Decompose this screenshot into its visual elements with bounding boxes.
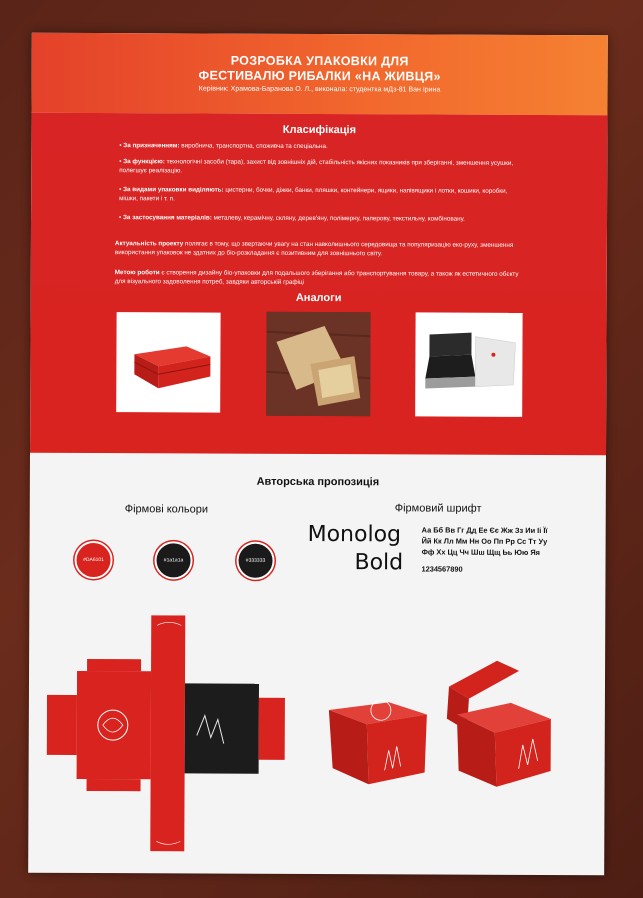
analogs-title: Аналоги	[295, 291, 342, 305]
analog-photo-black-box	[415, 312, 522, 416]
item-text: цистерни, бочки, діжки, банки, пляшки, контейнери, ящики, напівящики і лотки, кошики, коробки, мішки, пакети і т. п.	[119, 186, 508, 203]
classification-item: • За функцією: технологічні засоби (тара), захист від зовнішніх дій, стабільність якісних показників при зберіганні, зменшення усушки, полегшує реалізацію.	[119, 158, 514, 175]
color-swatch: #DA6101	[74, 541, 112, 579]
goal-text: є створення дизайну біо-упаковки для подальшого зберігання або транспортування товару, а також як естетичного обєкту для візуального задоволення потреб, завдяки авторській графіці	[114, 269, 519, 286]
red-box-illustration	[116, 312, 220, 412]
authors-line: Керівник: Храмова-Баранова О. Л., виконала: студентка мДз-81 Ван Ірина	[198, 85, 441, 94]
proposal-title: Авторська пропозиція	[256, 475, 380, 489]
color-swatch: #333333	[236, 542, 274, 580]
relevance-paragraph	[115, 239, 525, 259]
poster-sheet	[28, 33, 608, 876]
item-label: За функцією:	[123, 158, 165, 166]
alphabet-line: Йй Кк Лл Мм Нн Оо Пп Рр Сс Тт Уу	[421, 536, 548, 547]
relevance-text: полягає в тому, що звертаючи увагу на стан навколишнього середовища та популяризацію еко-руху, зменшення використання упаковок не здатних до біо-розкладання є позитивним для зовнішнього світу.	[114, 240, 514, 258]
box-mockup-illustration	[328, 660, 579, 821]
brand-font-title: Фірмовий шрифт	[394, 502, 482, 515]
classification-item: • За призначенням: виробнича, транспортна, споживча та спеціальна.	[119, 142, 328, 151]
goal-label: Метою роботи	[114, 269, 160, 277]
analog-photo-wooden-box	[266, 312, 370, 416]
box-dieline-illustration	[46, 615, 297, 852]
brand-colors-title: Фірмові кольори	[124, 503, 209, 516]
title-line-2: ФЕСТИВАЛЮ РИБАЛКИ «НА ЖИВЦЯ»	[198, 68, 441, 84]
analog-photo-red-box	[116, 312, 220, 412]
poster-header	[31, 33, 607, 116]
item-label: За призначенням:	[123, 142, 180, 150]
item-label: За видами упаковки виділяють:	[123, 186, 224, 194]
classification-item: • За застосування матеріалів: металеву, керамічну, скляну, дерев'яну, полімерну, паперову, текстильну, комбіновану.	[119, 214, 465, 223]
item-text: металеву, керамічну, скляну, дерев'яну, полімерну, паперову, текстильну, комбіновану.	[213, 214, 465, 223]
author-proposal-section	[28, 453, 606, 876]
alphabet-line: Аа Бб Вв Гг Дд Ее Єє Жж Зз Ии Іі Її	[421, 525, 548, 536]
font-name-line1: Monolog	[307, 521, 402, 548]
classification-block	[30, 113, 607, 456]
item-text: виробнича, транспортна, споживча та спеціальна.	[181, 142, 328, 151]
poster-title	[32, 53, 608, 86]
color-swatch: #1a1a1a	[154, 541, 192, 579]
font-name-line2: Bold	[354, 550, 404, 576]
alphabet-line: Фф Хх Цц Чч Шш Щщ Ьь Юю Яя	[421, 547, 541, 557]
relevance-label: Актуальність проекту	[114, 240, 184, 248]
black-box-illustration	[415, 312, 522, 416]
item-text: технологічні засоби (тара), захист від зовнішніх дій, стабільність якісних показників при зберіганні, зменшення усушки, полегшує реалізацію.	[119, 158, 514, 175]
title-line-1: РОЗРОБКА УПАКОВКИ ДЛЯ	[230, 53, 409, 69]
item-label: За застосування матеріалів:	[122, 214, 212, 222]
classification-item: • За видами упаковки виділяють: цистерни, бочки, діжки, банки, пляшки, контейнери, ящики, напівящики і лотки, кошики, коробки, мішки, пакети і т. п.	[119, 186, 508, 203]
wooden-box-illustration	[266, 312, 370, 416]
digits-line: 1234567890	[421, 564, 463, 574]
goal-paragraph	[115, 268, 525, 288]
classification-title: Класифікація	[282, 123, 357, 137]
